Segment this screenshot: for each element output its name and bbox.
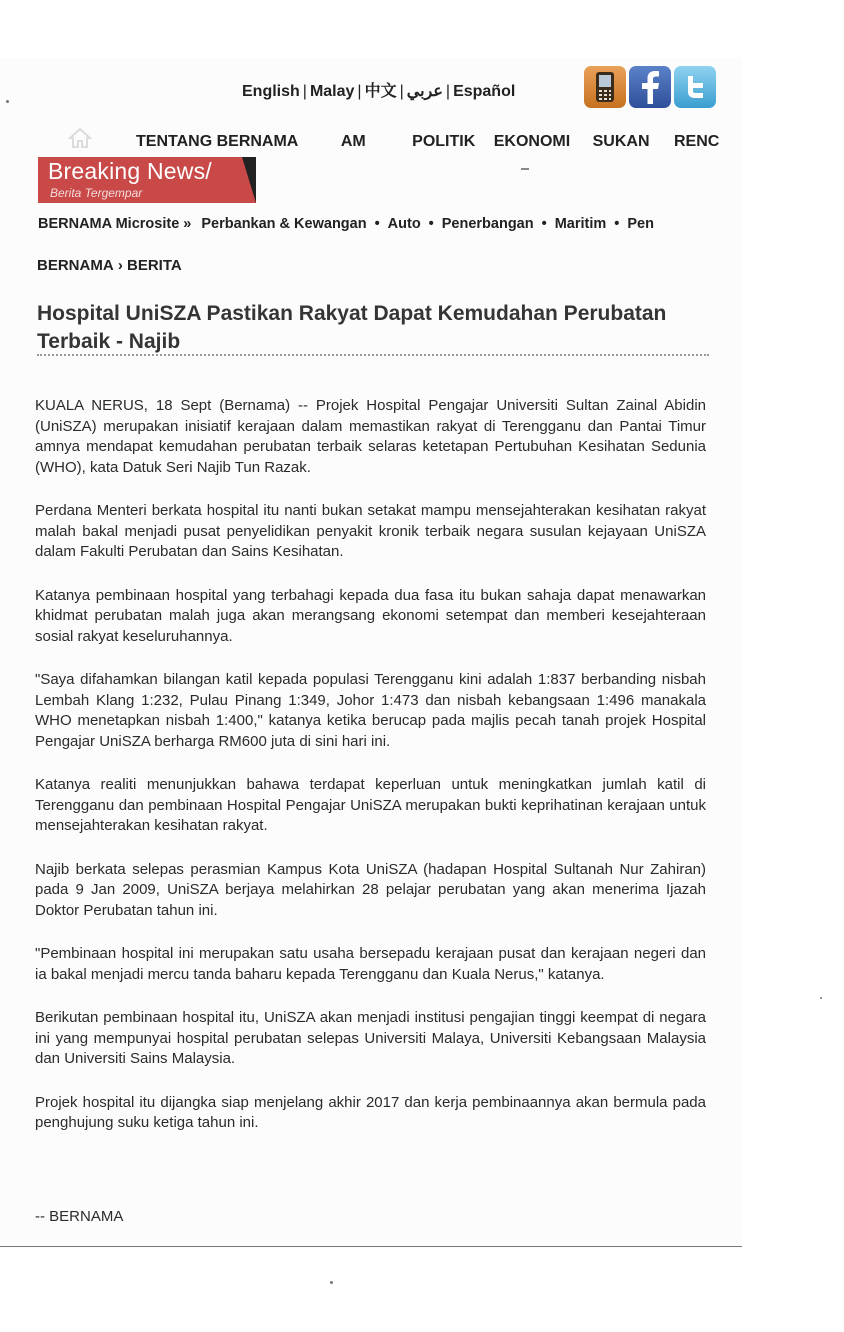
separator-dot: •	[374, 216, 380, 232]
separator-dot: •	[428, 216, 434, 232]
breadcrumb-root[interactable]: BERNAMA	[37, 257, 114, 274]
article-paragraph: Projek hospital itu dijangka siap menjelang akhir 2017 dan kerja pembinaannya akan bermula pada penghujung suku ketiga tahun ini.	[35, 1093, 706, 1131]
microsite-penerbangan[interactable]: Penerbangan	[441, 216, 534, 232]
nav-sukan[interactable]: SUKAN	[592, 133, 650, 150]
divider	[521, 168, 529, 170]
facebook-icon[interactable]	[629, 66, 671, 108]
lang-chinese[interactable]: 中文	[364, 83, 397, 100]
microsite-pen[interactable]: Pen	[627, 216, 654, 232]
article-paragraph: Najib berkata selepas perasmian Kampus Kota UniSZA (hadapan Hospital Sultanah Nur Zahiran) pada 9 Jan 2009, UniSZA berjaya melahirkan 28 pelajar perubatan yang akan menerima Ijazah Doktor Perubatan tahun ini.	[35, 860, 706, 919]
article-headline: Hospital UniSZA Pastikan Rakyat Dapat Kemudahan Perubatan Terbaik - Najib	[37, 302, 667, 353]
breaking-news-banner[interactable]	[38, 157, 256, 203]
separator-dot: •	[541, 216, 547, 232]
article-paragraph: Berikutan pembinaan hospital itu, UniSZA akan menjadi institusi pengajian tinggi keempat di negara ini yang mempunyai hospital perubatan selepas Universiti Malaya, Universiti Kebangsaan Malaysia dan Universiti Sains Malaysia.	[35, 1009, 706, 1067]
article-body	[35, 396, 706, 1157]
breaking-news-subtitle: Berita Tergempar	[50, 186, 143, 200]
lang-spanish[interactable]: Español	[453, 83, 516, 100]
headline-divider	[37, 354, 709, 356]
language-bar: English | Malay | 中文 | عربي | Español	[242, 78, 515, 101]
nav-tentang-bernama[interactable]: TENTANG BERNAMA	[136, 133, 299, 150]
microsite-bar	[38, 216, 750, 232]
breadcrumb	[37, 257, 182, 274]
mobile-phone-icon[interactable]	[584, 66, 626, 108]
lang-malay[interactable]: Malay	[309, 83, 355, 100]
article-paragraph: KUALA NERUS, 18 Sept (Bernama) -- Projek Hospital Pengajar Universiti Sultan Zainal Abidin (UniSZA) merupakan inisiatif kerajaan dalam memastikan rakyat di Terengganu dan Pantai Timur amnya mendapat kemudahan perubatan terbaik selaras ketetapan Pertubuhan Kesihatan Sedunia (WHO), kata Datuk Seri Najib Tun Razak.	[35, 397, 706, 476]
article-paragraph: Katanya pembinaan hospital yang terbahagi kepada dua fasa itu bukan sahaja dapat menawarkan khidmat perubatan malah juga akan merangsang ekonomi setempat dan memberi kesejahteraan sosial rakyat keseluruhannya.	[35, 586, 706, 645]
banner-corner	[242, 157, 256, 203]
microsite-maritim[interactable]: Maritim	[554, 216, 607, 232]
lang-arabic[interactable]: عربي	[406, 83, 443, 100]
article-paragraph: "Saya difahamkan bilangan katil kepada populasi Terengganu kini adalah 1:837 berbanding nisbah Lembah Klang 1:232, Pulau Pinang 1:349, Johor 1:473 dan nisbah kebangsaan 1:496 manakala WHO menetapkan nisbah 1:400," katanya ketika berucap pada majlis pecah tanah projek Hospital Pengajar UniSZA berharga RM600 juta di sini hari ini.	[35, 671, 706, 750]
separator-dot: •	[614, 216, 620, 232]
microsite-perbankan[interactable]: Perbankan & Kewangan	[201, 216, 367, 232]
scan-speck	[6, 100, 9, 103]
nav-am[interactable]: AM	[340, 133, 366, 150]
breaking-news-title: Breaking News/	[48, 158, 212, 184]
social-links	[584, 66, 716, 108]
home-icon[interactable]	[68, 127, 92, 154]
scan-speck	[330, 1281, 333, 1284]
article-paragraph: Katanya realiti menunjukkan bahawa terdapat keperluan untuk meningkatkan jumlah katil di Terengganu dan pembinaan Hospital Pengajar UniSZA merupakan bukti keprihatinan kerajaan untuk mensejahterakan kesihatan rakyat.	[35, 776, 706, 834]
article-paragraph: Perdana Menteri berkata hospital itu nanti bukan setakat mampu mensejahterakan kesihatan rakyat malah bakal menjadi pusat penyelidikan penyakit kronik terbaik negara susulan kejayaan UniSZA dalam Fakulti Perubatan dan Sains Kesihatan.	[35, 502, 706, 560]
nav-rencana[interactable]: RENC	[673, 133, 720, 150]
page-bottom-divider	[0, 1246, 742, 1247]
article-paragraph: "Pembinaan hospital ini merupakan satu usaha bersepadu kerajaan pusat dan kerajaan negeri dan ia bakal menjadi mercu tanda baharu kepada Terengganu dan Kuala Nerus," katanya.	[35, 945, 706, 983]
main-nav	[136, 133, 742, 151]
breadcrumb-current[interactable]: BERITA	[127, 257, 182, 274]
microsite-label: BERNAMA Microsite »	[38, 216, 192, 232]
nav-politik[interactable]: POLITIK	[412, 133, 476, 150]
twitter-icon[interactable]	[674, 66, 716, 108]
article-signoff: -- BERNAMA	[35, 1208, 124, 1225]
scan-speck	[820, 997, 822, 999]
microsite-auto[interactable]: Auto	[387, 216, 421, 232]
lang-english[interactable]: English	[242, 83, 300, 100]
breadcrumb-separator: ›	[117, 257, 123, 274]
nav-ekonomi[interactable]: EKONOMI	[493, 133, 571, 150]
